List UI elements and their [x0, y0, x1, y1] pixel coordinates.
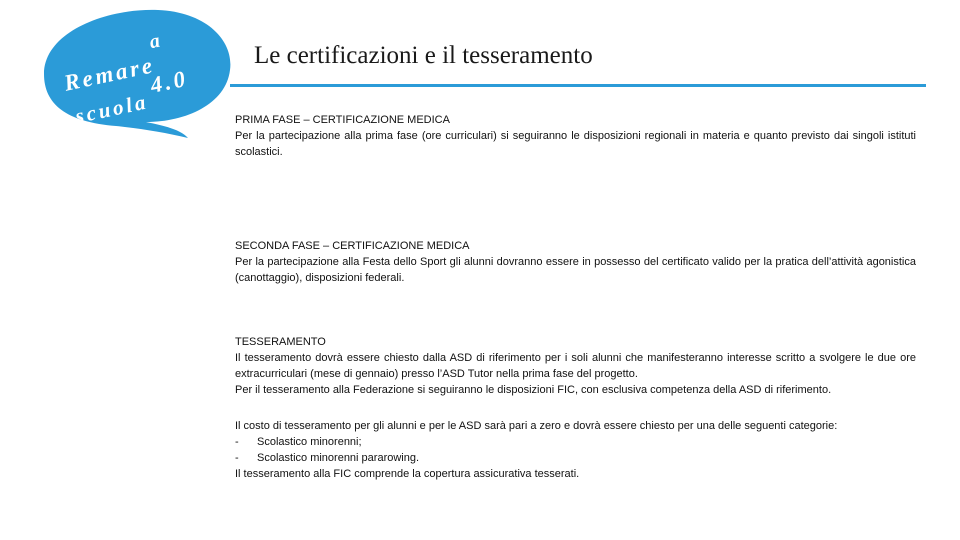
- section-heading: TESSERAMENTO: [235, 336, 326, 348]
- logo-line-version: 4.0: [148, 65, 191, 98]
- section-heading: SECONDA FASE – CERTIFICAZIONE MEDICA: [235, 240, 470, 252]
- list-marker: -: [235, 452, 239, 464]
- section-body-federazione: Per il tesseramento alla Federazione si seguiranno le disposizioni FIC, con esclusiva competenza della ASD di riferimento.: [235, 384, 832, 396]
- title-underline: [230, 84, 926, 87]
- list-marker: -: [235, 436, 239, 448]
- section-body: Per la partecipazione alla prima fase (ore curriculari) si seguiranno le disposizioni regionali in materia e quanto previsto dai singoli istituti scolastici.: [235, 130, 916, 158]
- section-prima-fase: [235, 112, 916, 160]
- speech-bubble-logo: [36, 4, 236, 144]
- list-item-text: Scolastico minorenni pararowing.: [257, 452, 420, 464]
- logo-line-a: a: [147, 28, 166, 54]
- costo-closing: Il tesseramento alla FIC comprende la copertura assicurativa tesserati.: [235, 468, 580, 480]
- logo: [36, 4, 236, 144]
- section-body: Per la partecipazione alla Festa dello Sport gli alunni dovranno essere in possesso del certificato valido per la pratica dell’attività agonistica (canottaggio), disposizioni federali.: [235, 256, 916, 284]
- section-tesseramento: [235, 334, 916, 398]
- section-seconda-fase: [235, 238, 916, 286]
- logo-line-remare: Remare: [61, 52, 158, 96]
- section-heading: PRIMA FASE – CERTIFICAZIONE MEDICA: [235, 114, 450, 126]
- list-item: [235, 450, 916, 466]
- costo-intro: Il costo di tesseramento per gli alunni e per le ASD sarà pari a zero e dovrà essere chiesto per una delle seguenti categorie:: [235, 420, 838, 432]
- section-costo: [235, 418, 916, 482]
- list-item-text: Scolastico minorenni;: [257, 436, 362, 448]
- page-title: Le certificazioni e il tesseramento: [254, 42, 593, 69]
- list-item: [235, 434, 916, 450]
- section-body: Il tesseramento dovrà essere chiesto dalla ASD di riferimento per i soli alunni che manifesteranno interesse scritto a svolgere le due ore extracurriculari (mese di gennaio) presso l’ASD Tutor nella prima fase del progetto.: [235, 352, 916, 380]
- logo-line-scuola: scuola: [73, 89, 151, 129]
